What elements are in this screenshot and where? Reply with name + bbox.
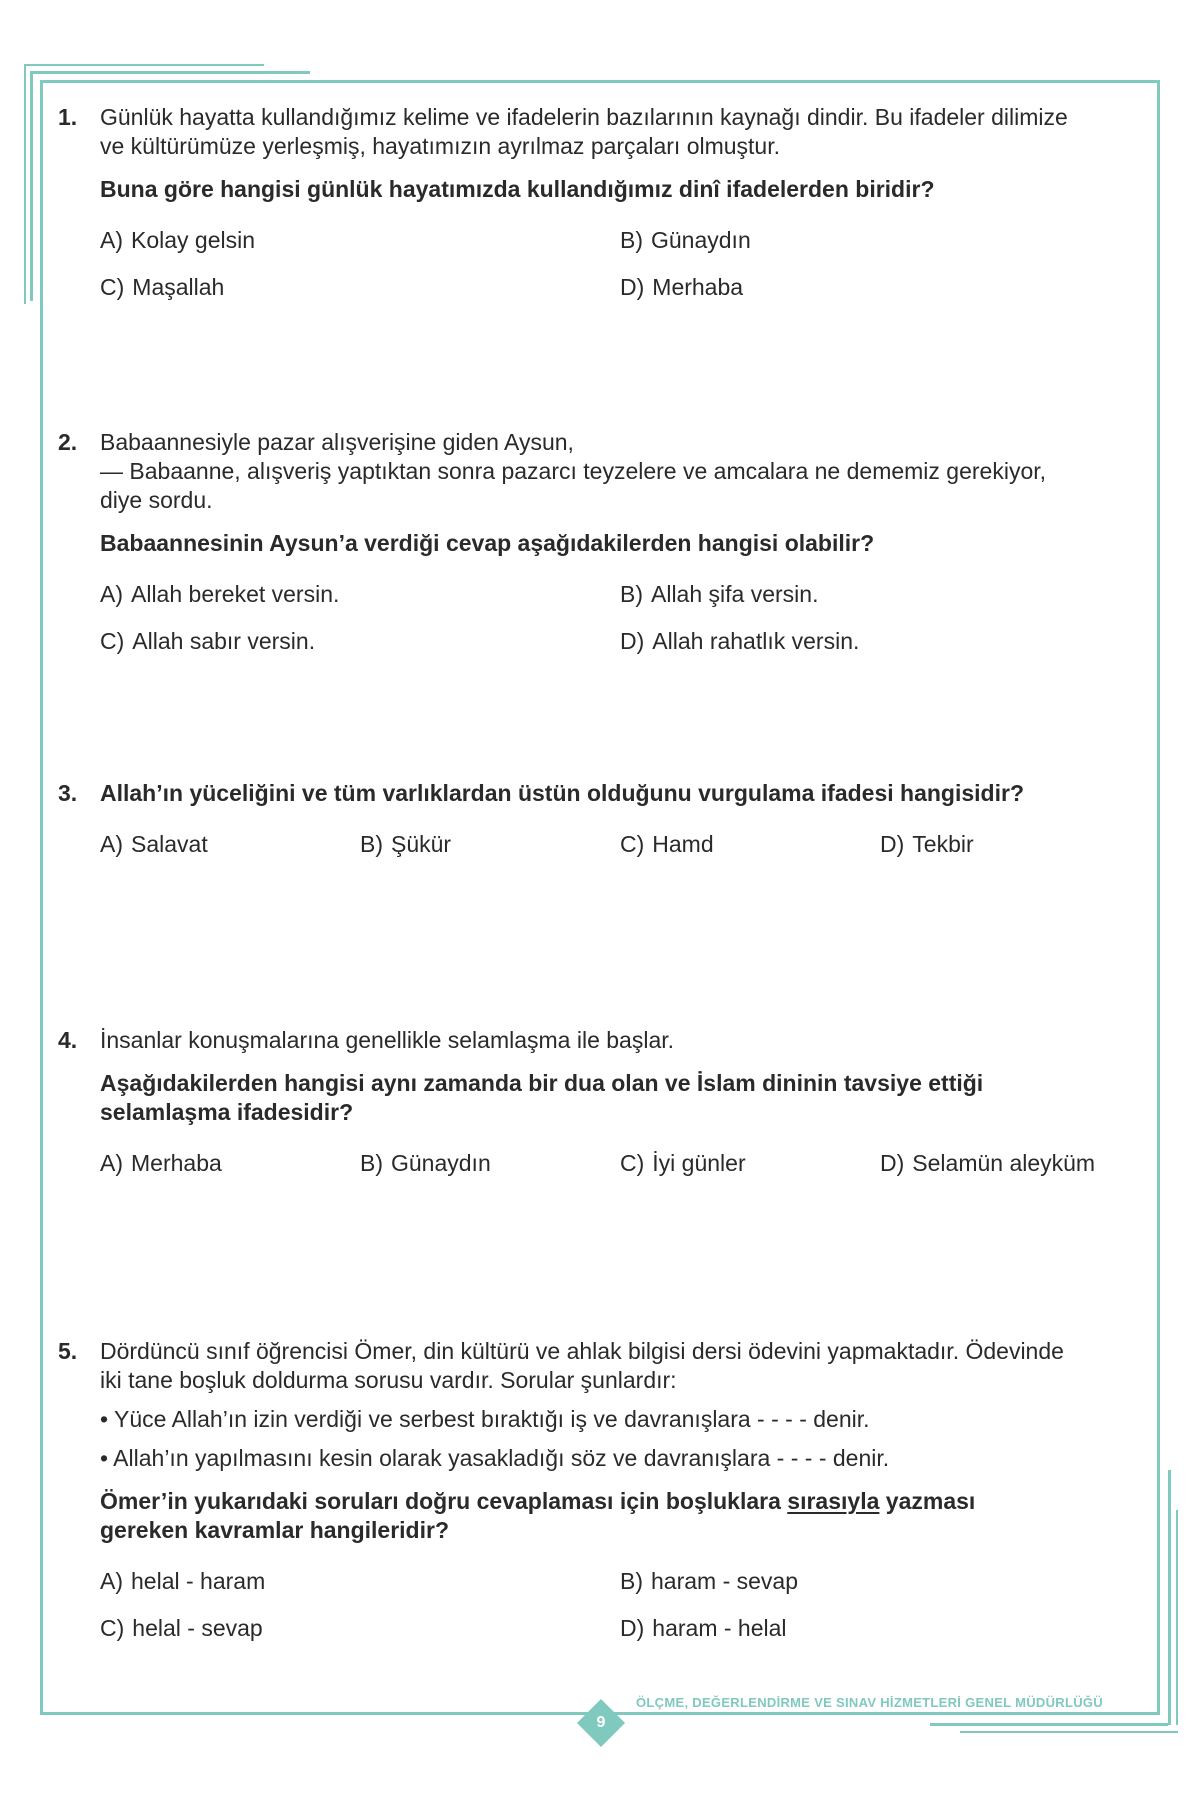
page-border-accent xyxy=(1168,1470,1171,1725)
question-3 xyxy=(58,779,1138,859)
question-5 xyxy=(58,1337,1138,1643)
option-text: Merhaba xyxy=(131,1150,222,1176)
stem-line: Dördüncü sınıf öğrencisi Ömer, din kültürü ve ahlak bilgisi dersi ödevini yapmaktadır. Ödevinde xyxy=(100,1338,1064,1364)
question-prompt: Babaannesinin Aysun’a verdiği cevap aşağıdakilerden hangisi olabilir? xyxy=(100,530,875,556)
option-text: Allah bereket versin. xyxy=(131,581,340,607)
option-a[interactable] xyxy=(100,830,360,859)
option-text: helal - sevap xyxy=(132,1615,263,1641)
page-border-accent xyxy=(24,64,264,66)
option-letter: A) xyxy=(100,227,123,253)
stem-line: İnsanlar konuşmalarına genellikle selamlaşma ile başlar. xyxy=(100,1027,675,1053)
option-b[interactable] xyxy=(620,1567,1140,1596)
option-b[interactable] xyxy=(360,830,620,859)
footer-organization: ÖLÇME, DEĞERLENDİRME VE SINAV HİZMETLERİ GENEL MÜDÜRLÜĞÜ xyxy=(636,1695,1104,1710)
option-letter: C) xyxy=(620,1150,645,1176)
option-text: haram - helal xyxy=(652,1615,787,1641)
question-prompt: Buna göre hangisi günlük hayatımızda kullandığımız dinî ifadelerden biridir? xyxy=(100,176,935,202)
option-letter: A) xyxy=(100,1150,123,1176)
option-a[interactable] xyxy=(100,226,620,255)
option-c[interactable] xyxy=(100,273,620,302)
option-letter: C) xyxy=(100,628,125,654)
option-b[interactable] xyxy=(360,1149,620,1178)
option-a[interactable] xyxy=(100,580,620,609)
option-c[interactable] xyxy=(100,627,620,656)
option-c[interactable] xyxy=(100,1614,620,1643)
option-text: Merhaba xyxy=(652,274,744,300)
option-letter: A) xyxy=(100,1568,123,1594)
stem-line: iki tane boşluk doldurma sorusu vardır. Sorular şunlardır: xyxy=(100,1367,677,1393)
stem-line: — Babaanne, alışveriş yaptıktan sonra pazarcı teyzelere ve amcalara ne dememiz gerekiyor, xyxy=(100,458,1047,484)
option-letter: B) xyxy=(620,1568,643,1594)
question-number: 4. xyxy=(58,1027,78,1053)
option-d[interactable] xyxy=(880,830,1140,859)
option-text: Allah şifa versin. xyxy=(651,581,819,607)
option-letter: D) xyxy=(620,274,645,300)
option-c[interactable] xyxy=(620,1149,880,1178)
option-d[interactable] xyxy=(620,1614,1140,1643)
option-text: Salavat xyxy=(131,831,208,857)
answer-options xyxy=(100,226,1138,302)
option-text: Kolay gelsin xyxy=(131,227,256,253)
answer-options xyxy=(100,1149,1138,1178)
option-letter: B) xyxy=(620,227,643,253)
page-number: 9 xyxy=(596,1714,606,1731)
stem-line: Günlük hayatta kullandığımız kelime ve ifadelerin bazılarının kaynağı dindir. Bu ifadeler dilimize xyxy=(100,104,1068,130)
option-letter: D) xyxy=(620,628,645,654)
option-text: Günaydın xyxy=(391,1150,491,1176)
option-c[interactable] xyxy=(620,830,880,859)
answer-options xyxy=(100,1567,1138,1643)
option-text: helal - haram xyxy=(131,1568,266,1594)
blank-statement: • Yüce Allah’ın izin verdiği ve serbest bıraktığı iş ve davranışlara - - - - denir. xyxy=(100,1406,870,1432)
question-4 xyxy=(58,1026,1138,1178)
option-text: İyi günler xyxy=(652,1150,746,1176)
question-number: 3. xyxy=(58,780,78,806)
stem-line: diye sordu. xyxy=(100,487,213,513)
option-letter: C) xyxy=(620,831,645,857)
question-number: 5. xyxy=(58,1338,78,1364)
option-b[interactable] xyxy=(620,580,1140,609)
option-d[interactable] xyxy=(620,627,1140,656)
question-prompt: Aşağıdakilerden hangisi aynı zamanda bir dua olan ve İslam dininin tavsiye ettiği selamlaşma ifadesidir? xyxy=(100,1070,984,1125)
option-letter: D) xyxy=(880,831,905,857)
question-stem xyxy=(100,103,1138,161)
option-b[interactable] xyxy=(620,226,1140,255)
page-border-accent xyxy=(1176,1510,1178,1725)
option-text: haram - sevap xyxy=(651,1568,799,1594)
question-stem xyxy=(100,1026,1138,1055)
blank-statement: • Allah’ın yapılmasını kesin olarak yasakladığı söz ve davranışlara - - - - denir. xyxy=(100,1445,890,1471)
option-text: Hamd xyxy=(652,831,714,857)
question-stem xyxy=(100,1337,1138,1395)
question-1 xyxy=(58,103,1138,302)
page-border-accent xyxy=(24,64,26,304)
option-text: Maşallah xyxy=(132,274,225,300)
option-letter: B) xyxy=(360,831,383,857)
question-prompt xyxy=(100,1487,1060,1545)
stem-line: ve kültürümüze yerleşmiş, hayatımızın ayrılmaz parçaları olmuştur. xyxy=(100,133,781,159)
option-letter: A) xyxy=(100,581,123,607)
option-a[interactable] xyxy=(100,1567,620,1596)
option-d[interactable] xyxy=(880,1149,1140,1178)
option-text: Şükür xyxy=(391,831,452,857)
option-letter: B) xyxy=(620,581,643,607)
option-text: Tekbir xyxy=(912,831,974,857)
option-letter: D) xyxy=(620,1615,645,1641)
question-2 xyxy=(58,428,1138,656)
option-d[interactable] xyxy=(620,273,1140,302)
page-border-accent xyxy=(960,1731,1178,1733)
option-text: Allah sabır versin. xyxy=(132,628,316,654)
answer-options xyxy=(100,830,1138,859)
option-text: Günaydın xyxy=(651,227,751,253)
prompt-emphasis: sırasıyla xyxy=(787,1488,880,1514)
option-letter: C) xyxy=(100,1615,125,1641)
option-letter: B) xyxy=(360,1150,383,1176)
option-letter: D) xyxy=(880,1150,905,1176)
question-prompt: Allah’ın yüceliğini ve tüm varlıklardan üstün olduğunu vurgulama ifadesi hangisidir? xyxy=(100,780,1024,806)
option-text: Selamün aleyküm xyxy=(912,1150,1096,1176)
option-letter: C) xyxy=(100,274,125,300)
page-border-accent xyxy=(30,71,33,301)
stem-line: Babaannesiyle pazar alışverişine giden Aysun, xyxy=(100,429,574,455)
prompt-text: yazması gereken kavramlar hangileridir? xyxy=(100,1488,976,1543)
option-a[interactable] xyxy=(100,1149,360,1178)
option-letter: A) xyxy=(100,831,123,857)
answer-options xyxy=(100,580,1138,656)
question-stem xyxy=(100,428,1138,515)
question-number: 1. xyxy=(58,104,78,130)
question-number: 2. xyxy=(58,429,78,455)
option-text: Allah rahatlık versin. xyxy=(652,628,860,654)
page-border-accent xyxy=(930,1723,1168,1726)
page-border-accent xyxy=(30,71,310,74)
prompt-text: Ömer’in yukarıdaki soruları doğru cevaplaması için boşluklara xyxy=(100,1488,788,1514)
